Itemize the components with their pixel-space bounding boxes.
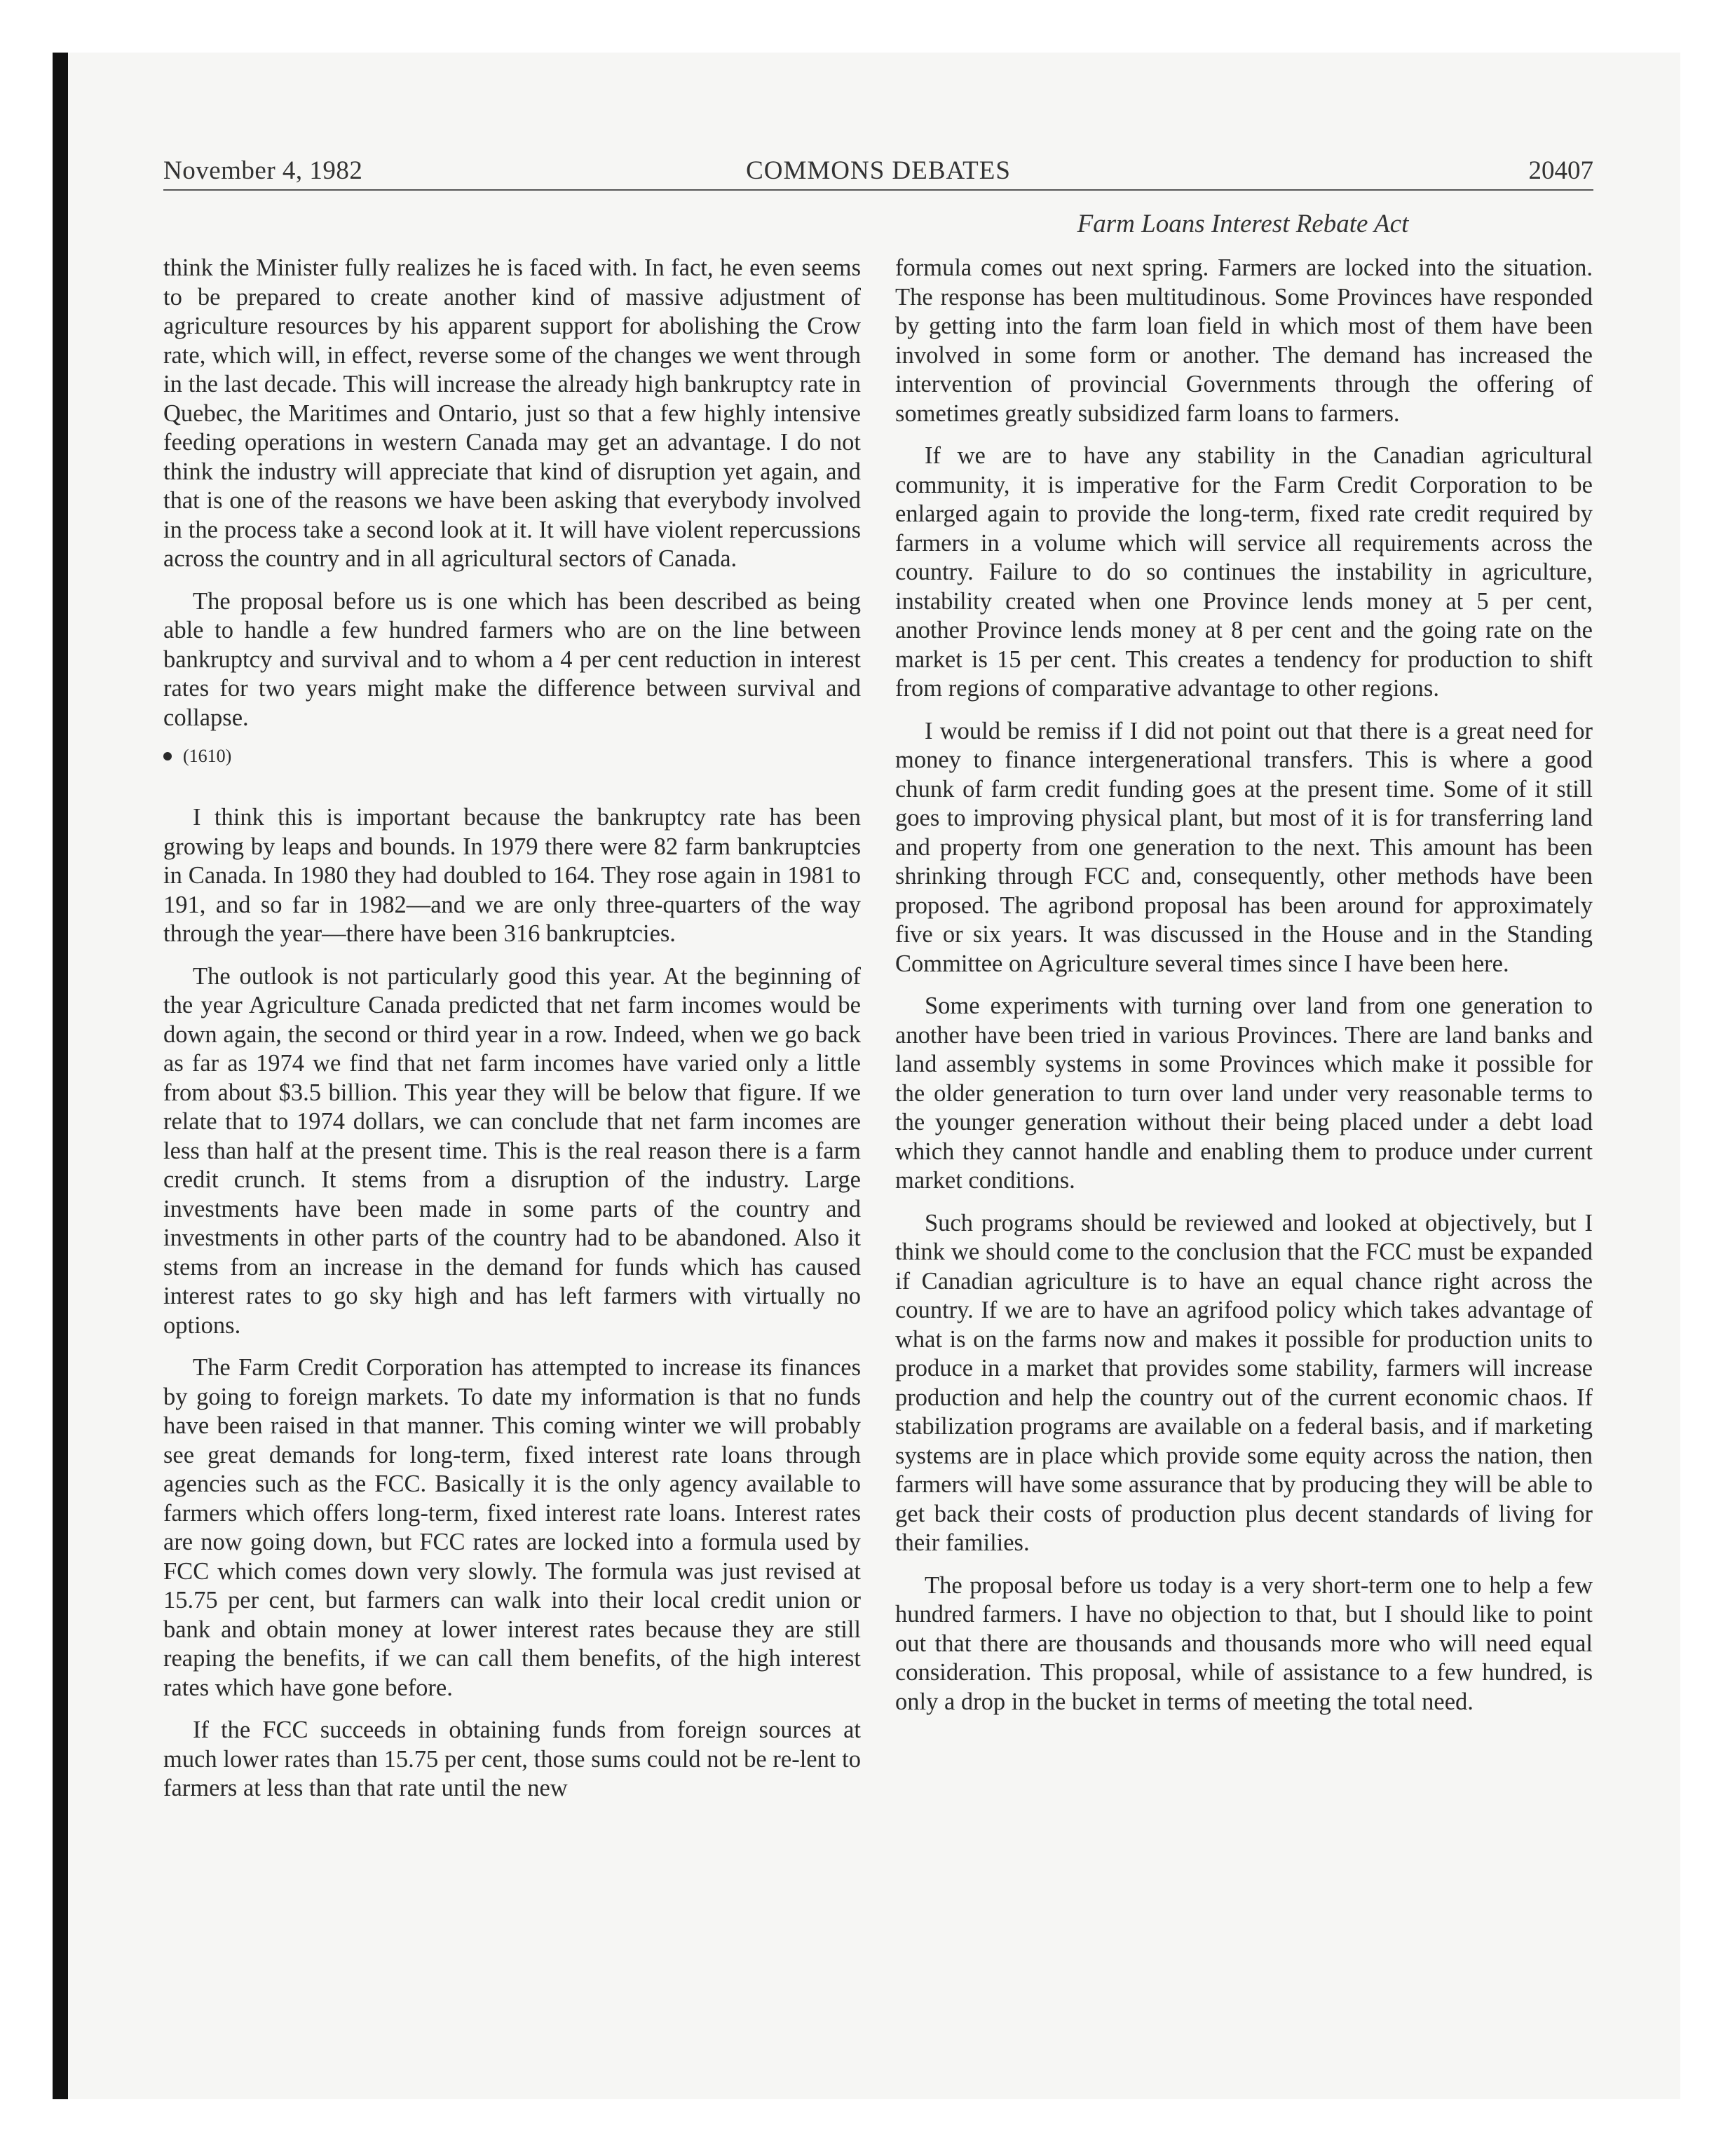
paragraph: The Farm Credit Corporation has attempted to increase its finances by going to foreign markets. To date my information is that no funds have been raised in that manner. This coming winter we will probably see great demands for long-term, fixed interest rate loans through agencies such as the FCC. Basically it is the only agency available to farmers which offers long-term, fixed interest rate loans. Interest rates are now going down, but FCC rates are locked into a formula used by FCC which comes down very slowly. The formula was just revised at 15.75 per cent, but farmers can walk into their local credit union or bank and obtain money at lower interest rates because they are still reaping the benefits, if we can call them benefits, of the high interest rates which have gone before.	[163, 1354, 861, 1701]
time-marker-label: (1610)	[183, 746, 232, 766]
paragraph: Such programs should be reviewed and looked at objectively, but I think we should come to the conclusion that the FCC must be expanded if Canadian agriculture is to have an equal chance right across the country. If we are to have an agrifood policy which takes advantage of what is on the farms now and makes it possible for production units to produce in a market that provides some stability, farmers will increase production and help the country out of the current economic chaos. If stabilization programs are available on a federal basis, and if marketing systems are in place which provide some equity across the nation, then farmers will have some assurance that by producing they will be able to get back their costs of production plus decent standards of living for their families.	[895, 1209, 1593, 1556]
bullet-icon	[163, 752, 172, 760]
page-header	[163, 156, 1593, 189]
header-rule	[163, 189, 1593, 191]
paragraph: I would be remiss if I did not point out that there is a great need for money to finance intergenerational transfers. This is where a good chunk of farm credit funding goes at the present time. Some of it still goes to improving physical plant, but most of it is for transferring land and property from one generation to the next. This amount has been shrinking through FCC and, consequently, other methods have been proposed. The agribond proposal has been around for approximately five or six years. It was discussed in the House and in the Standing Committee on Agriculture several times since I have been here.	[895, 717, 1593, 977]
header-date: November 4, 1982	[163, 156, 363, 185]
scan-edge-bar	[53, 53, 68, 2099]
paragraph: If we are to have any stability in the Canadian agricultural community, it is imperative for the Farm Credit Corporation to be enlarged again to provide the long-term, fixed rate credit required by farmers in a volume which will service all requirements across the country. Failure to do so continues the instability in agriculture, instability created when one Province lends money at 5 per cent, another Province lends money at 8 per cent and the going rate on the market is 15 per cent. This creates a tendency for production to shift from regions of comparative advantage to other regions.	[895, 442, 1593, 702]
left-column	[163, 254, 861, 1817]
header-journal-title: COMMONS DEBATES	[746, 156, 1011, 185]
running-head: Farm Loans Interest Rebate Act	[1077, 210, 1409, 238]
paragraph: If the FCC succeeds in obtaining funds from foreign sources at much lower rates than 15.75 per cent, those sums could not be re-lent to farmers at less than that rate until the new	[163, 1717, 861, 1801]
paragraph: think the Minister fully realizes he is faced with. In fact, he even seems to be prepared to create another kind of massive adjustment of agriculture resources by his apparent support for abolishing the Crow rate, which will, in effect, reverse some of the changes we went through in the last decade. This will increase the already high bankruptcy rate in Quebec, the Maritimes and Ontario, just so that a few highly intensive feeding operations in western Canada may get an advantage. I do not think the industry will appreciate that kind of disruption yet again, and that is one of the reasons we have been asking that everybody involved in the process take a second look at it. It will have violent repercussions across the country and in all agricultural sectors of Canada.	[163, 254, 861, 572]
paragraph: formula comes out next spring. Farmers are locked into the situation. The response has been multitudinous. Some Provinces have responded by getting into the farm loan field in which most of them have been involved in some form or another. The demand has increased the intervention of provincial Governments through the offering of sometimes greatly subsidized farm loans to farmers.	[895, 254, 1593, 427]
paragraph: I think this is important because the bankruptcy rate has been growing by leaps and bounds. In 1979 there were 82 farm bankruptcies in Canada. In 1980 they had doubled to 164. They rose again in 1981 to 191, and so far in 1982—and we are only three-quarters of the way through the year—there have been 316 bankruptcies.	[163, 804, 861, 947]
paragraph: The outlook is not particularly good this year. At the beginning of the year Agriculture Canada predicted that net farm incomes would be down again, the second or third year in a row. Indeed, when we go back as far as 1974 we find that net farm incomes have varied only a little from about $3.5 billion. This year they will be below that figure. If we relate that to 1974 dollars, we can conclude that net farm incomes are less than half at the present time. This is the real reason there is a farm credit crunch. It stems from a disruption of the industry. Large investments have been made in some parts of the country and investments in other parts of the country had to be abandoned. Also it stems from an increase in the demand for funds which has caused interest rates to go sky high and has left farmers with virtually no options.	[163, 962, 861, 1339]
paragraph: The proposal before us today is a very short-term one to help a few hundred farmers. I have no objection to that, but I should like to point out that there are thousands and thousands more who will need equal consideration. This proposal, while of assistance to a few hundred, is only a drop in the bucket in terms of meeting the total need.	[895, 1571, 1593, 1715]
paragraph: Some experiments with turning over land from one generation to another have been tried in various Provinces. There are land banks and land assembly systems in some Provinces which make it possible for the older generation to turn over land under very reasonable terms to the younger generation without their being placed under a debt load which they cannot handle and enabling them to produce under current market conditions.	[895, 992, 1593, 1194]
right-column	[895, 254, 1593, 1730]
header-page-number: 20407	[1528, 156, 1593, 185]
time-marker	[163, 746, 861, 767]
paragraph: The proposal before us is one which has been described as being able to handle a few hundred farmers who are on the line between bankruptcy and survival and to whom a 4 per cent reduction in interest rates for two years might make the difference between survival and collapse.	[163, 587, 861, 731]
